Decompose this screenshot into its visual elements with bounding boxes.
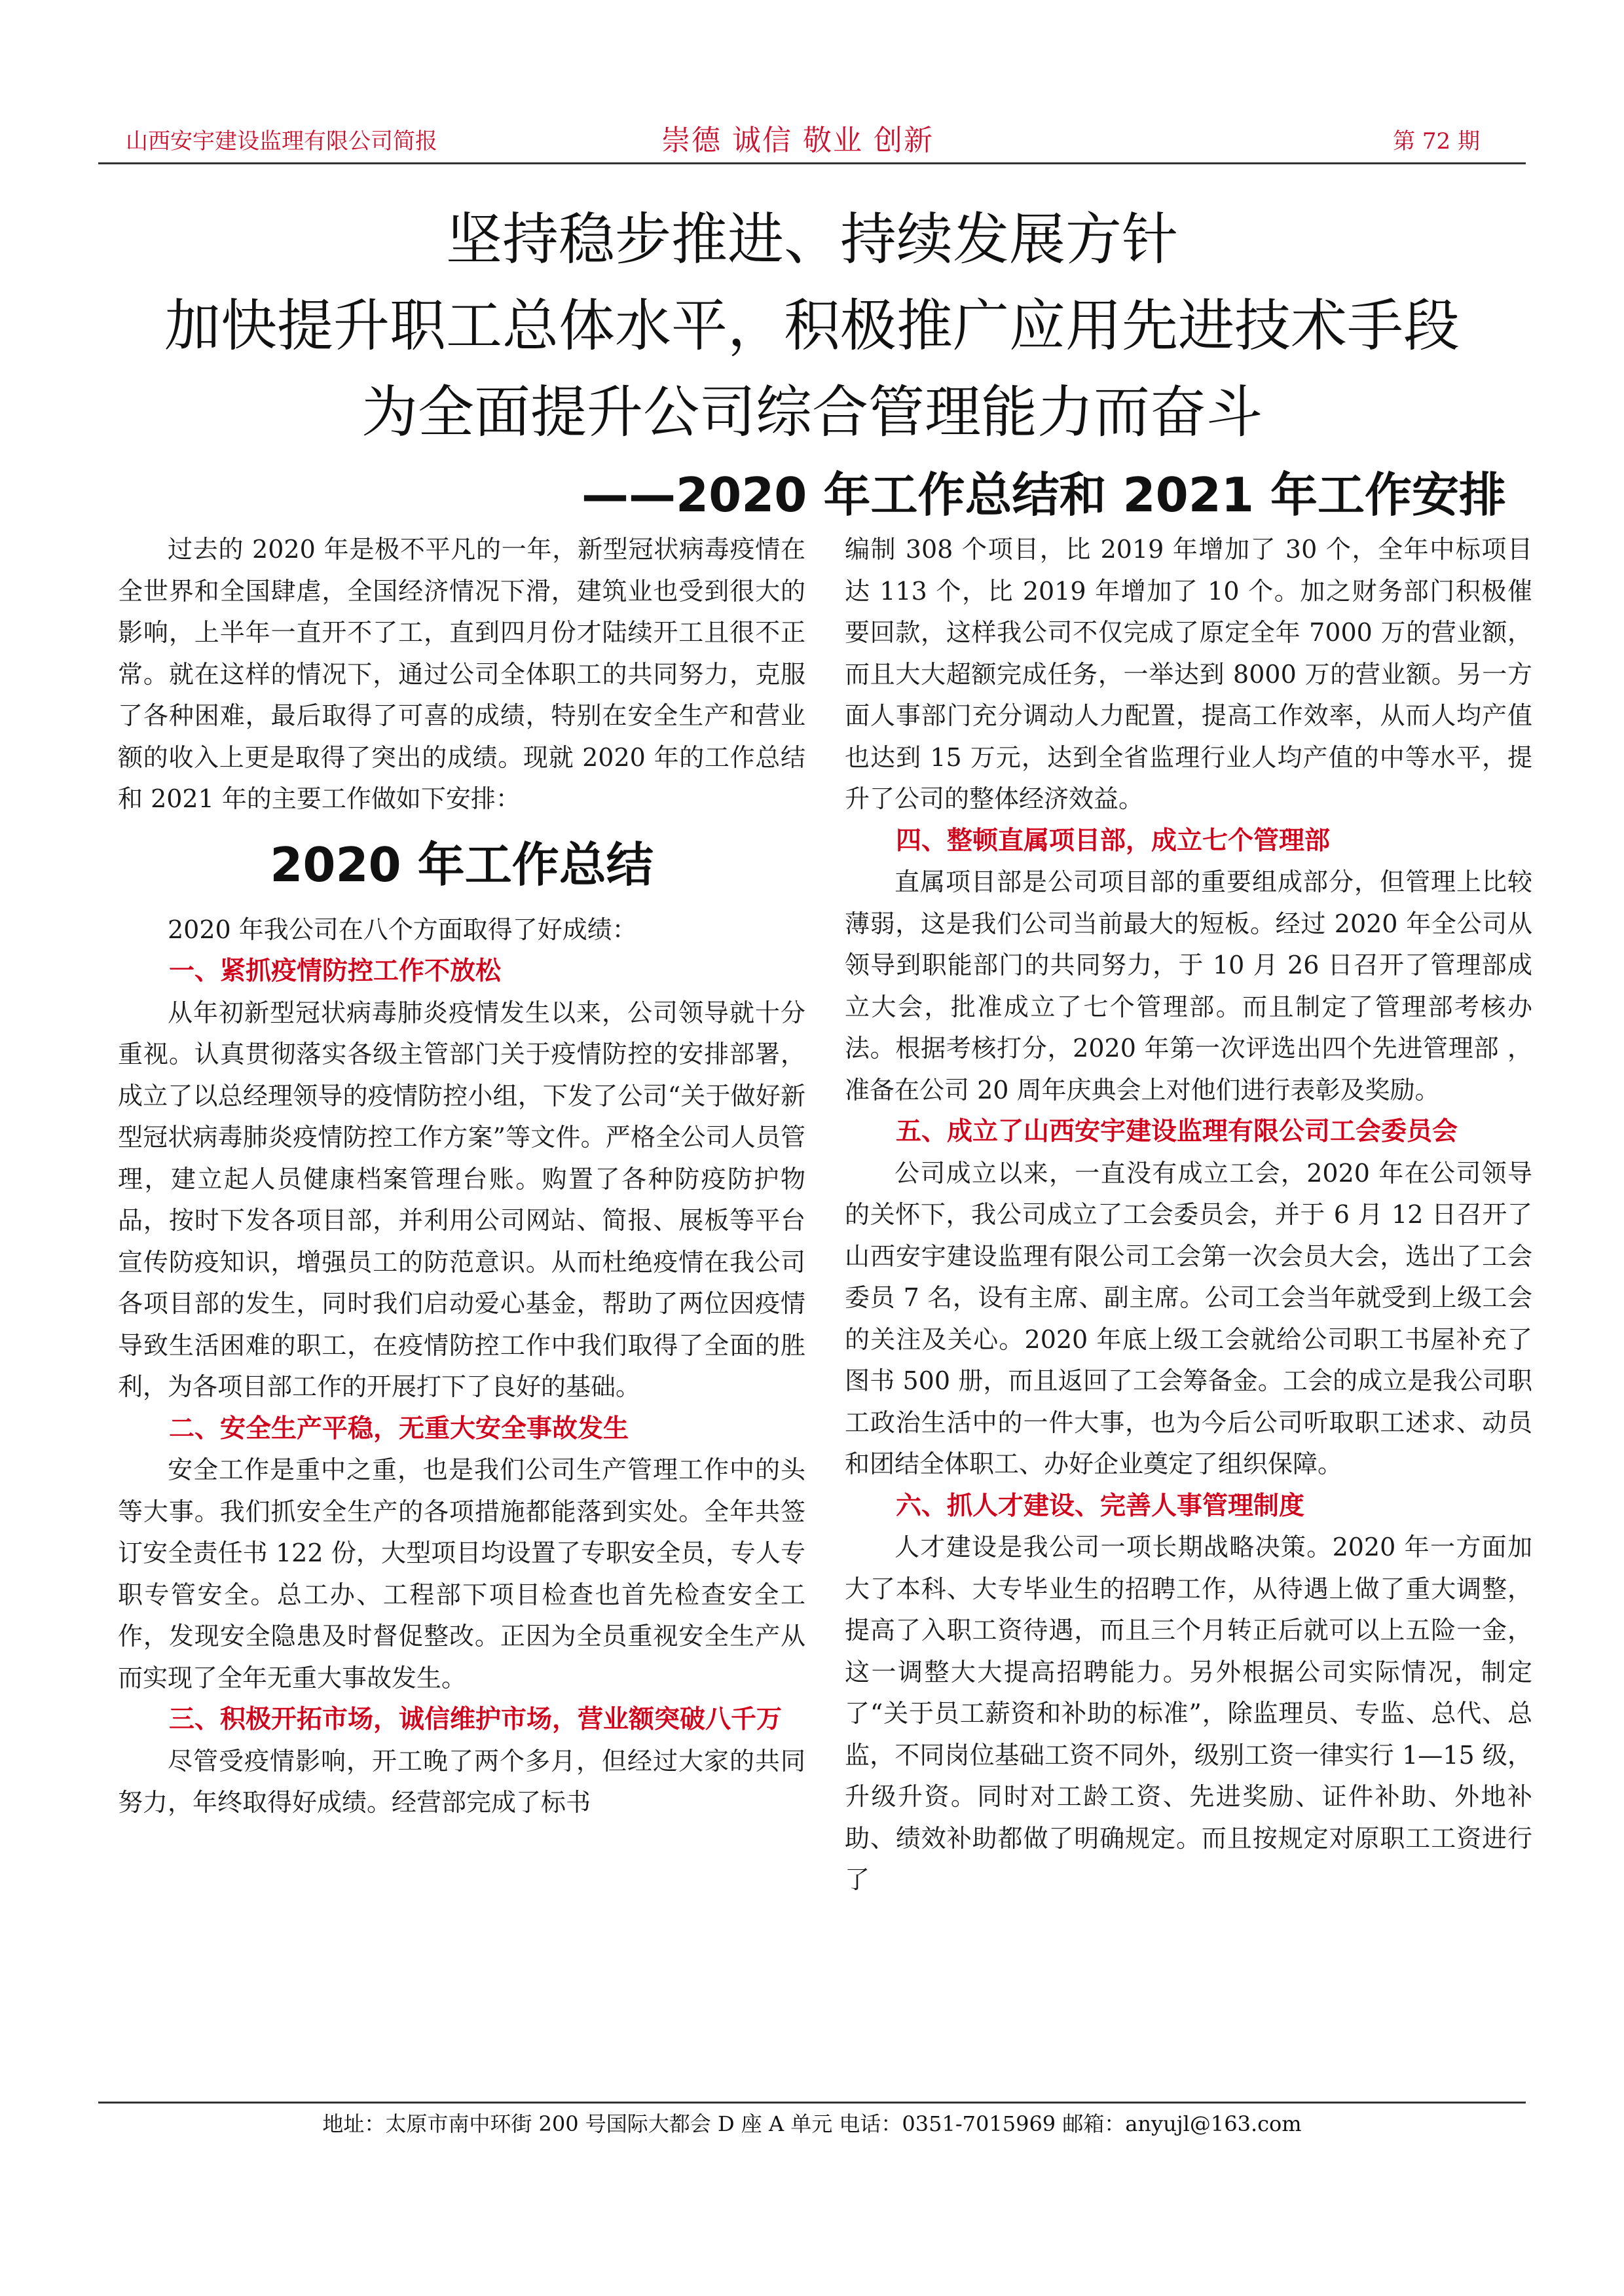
section-5-text: 公司成立以来，一直没有成立工会，2020 年在公司领导的关怀下，我公司成立了工会委员会，并于 6 月 12 日召开了山西安宇建设监理有限公司工会第一次会员大会，选出了工会委员 7 名，设有主席、副主席。公司工会当年就受到上级工会的关注及关心。2020 年底上级工会就给公司职工书屋补充了图书 500 册，而且返回了工会筹备金。工会的成立是我公司职工政治生活中的一件大事，也为今后公司听取职工述求、动员和团结全体职工、办好企业奠定了组织保障。 (845, 1158, 1532, 1478)
article-titles (98, 196, 1526, 534)
footer-contact-text: 地址：太原市南中环街 200 号国际大都会 D 座 A 单元 电话：0351-7015969 邮箱：anyujl@163.com (322, 2111, 1302, 2136)
article-subtitle: ——2020 年工作总结和 2021 年工作安排 (581, 467, 1506, 522)
section-2-title: 二、安全生产平稳，无重大安全事故发生 (169, 1413, 629, 1444)
company-name: 山西安宇建设监理有限公司简报 (126, 128, 437, 155)
title-line-2: 加快提升职工总体水平，积极推广应用先进技术手段 (164, 293, 1460, 359)
intro-paragraph: 过去的 2020 年是极不平凡的一年，新型冠状病毒疫情在全世界和全国肆虐，全国经济情况下滑，建筑业也受到很大的影响，上半年一直开不了工，直到四月份才陆续开工且很不正常。就在这样的情况下，通过公司全体职工的共同努力，克服了各种困难，最后取得了可喜的成绩，特别在安全生产和营业额的收入上更是取得了突出的成绩。现就 2020 年的工作总结和 2021 年的主要工作做如下安排： (118, 535, 805, 813)
section-1-title: 一、紧抓疫情防控工作不放松 (169, 956, 502, 986)
section-3-title: 三、积极开拓市场，诚信维护市场，营业额突破八千万 (169, 1704, 783, 1734)
section-1-text: 从年初新型冠状病毒肺炎疫情发生以来，公司领导就十分重视。认真贯彻落实各级主管部门关于疫情防控的安排部署，成立了以总经理领导的疫情防控小组，下发了公司“关于做好新型冠状病毒肺炎疫情防控工作方案”等文件。严格全公司人员管理，建立起人员健康档案管理台账。购置了各种防疫防护物品，按时下发各项目部，并利用公司网站、简报、展板等平台宣传防疫知识，增强员工的防范意识。从而杜绝疫情在我公司各项目部的发生，同时我们启动爱心基金，帮助了两位因疫情导致生活困难的职工，在疫情防控工作中我们取得了全面的胜利，为各项目部工作的开展打下了良好的基础。 (118, 998, 805, 1401)
section-3-continued: 编制 308 个项目，比 2019 年增加了 30 个，全年中标项目达 113 个，比 2019 年增加了 10 个。加之财务部门积极催要回款，这样我公司不仅完成了原定全年 7000 万的营业额，而且大大超额完成任务，一举达到 8000 万的营业额。另一方面人事部门充分调动人力配置，提高工作效率，从而人均产值也达到 15 万元，达到全省监理行业人均产值的中等水平，提升了公司的整体经济效益。 (845, 535, 1532, 813)
section-5-title: 五、成立了山西安宇建设监理有限公司工会委员会 (896, 1116, 1458, 1146)
company-motto: 崇德 诚信 敬业 创新 (661, 124, 934, 157)
issue-number: 第 72 期 (1393, 128, 1480, 155)
section-4-title: 四、整顿直属项目部，成立七个管理部 (896, 825, 1331, 856)
lead-paragraph: 2020 年我公司在八个方面取得了好成绩： (168, 915, 637, 944)
section-6-title: 六、抓人才建设、完善人事管理制度 (896, 1490, 1305, 1521)
summary-heading: 2020 年工作总结 (270, 837, 654, 892)
newsletter-header (98, 117, 1526, 164)
section-2-text: 安全工作是重中之重，也是我们公司生产管理工作中的头等大事。我们抓安全生产的各项措施都能落到实处。全年共签订安全责任书 122 份，大型项目均设置了专职安全员，专人专职专管安全。总工办、工程部下项目检查也首先检查安全工作，发现安全隐患及时督促整改。正因为全员重视安全生产从而实现了全年无重大事故发生。 (118, 1455, 805, 1692)
section-6-text: 人才建设是我公司一项长期战略决策。2020 年一方面加大了本科、大专毕业生的招聘工作，从待遇上做了重大调整，提高了入职工资待遇，而且三个月转正后就可以上五险一金，这一调整大大提高招聘能力。另外根据公司实际情况，制定了“关于员工薪资和补助的标准”，除监理员、专监、总代、总监，不同岗位基础工资不同外，级别工资一律实行 1—15 级，升级升资。同时对工龄工资、先进奖励、证件补助、外地补助、绩效补助都做了明确规定。而且按规定对原职工工资进行了 (845, 1533, 1532, 1894)
section-4-text: 直属项目部是公司项目部的重要组成部分，但管理上比较薄弱，这是我们公司当前最大的短板。经过 2020 年全公司从领导到职能部门的共同努力，于 10 月 26 日召开了管理部成立大会，批准成立了七个管理部。而且制定了管理部考核办法。根据考核打分，2020 年第一次评选出四个先进管理部 ，准备在公司 20 周年庆典会上对他们进行表彰及奖励。 (845, 867, 1532, 1104)
contact-footer (98, 2102, 1526, 2138)
section-3-text: 尽管受疫情影响，开工晚了两个多月，但经过大家的共同努力，年终取得好成绩。经营部完成了标书 (118, 1746, 805, 1817)
left-column (118, 529, 805, 1824)
title-line-1: 坚持稳步推进、持续发展方针 (446, 207, 1178, 272)
right-column (845, 529, 1532, 1901)
title-line-3: 为全面提升公司综合管理能力而奋斗 (361, 380, 1263, 445)
